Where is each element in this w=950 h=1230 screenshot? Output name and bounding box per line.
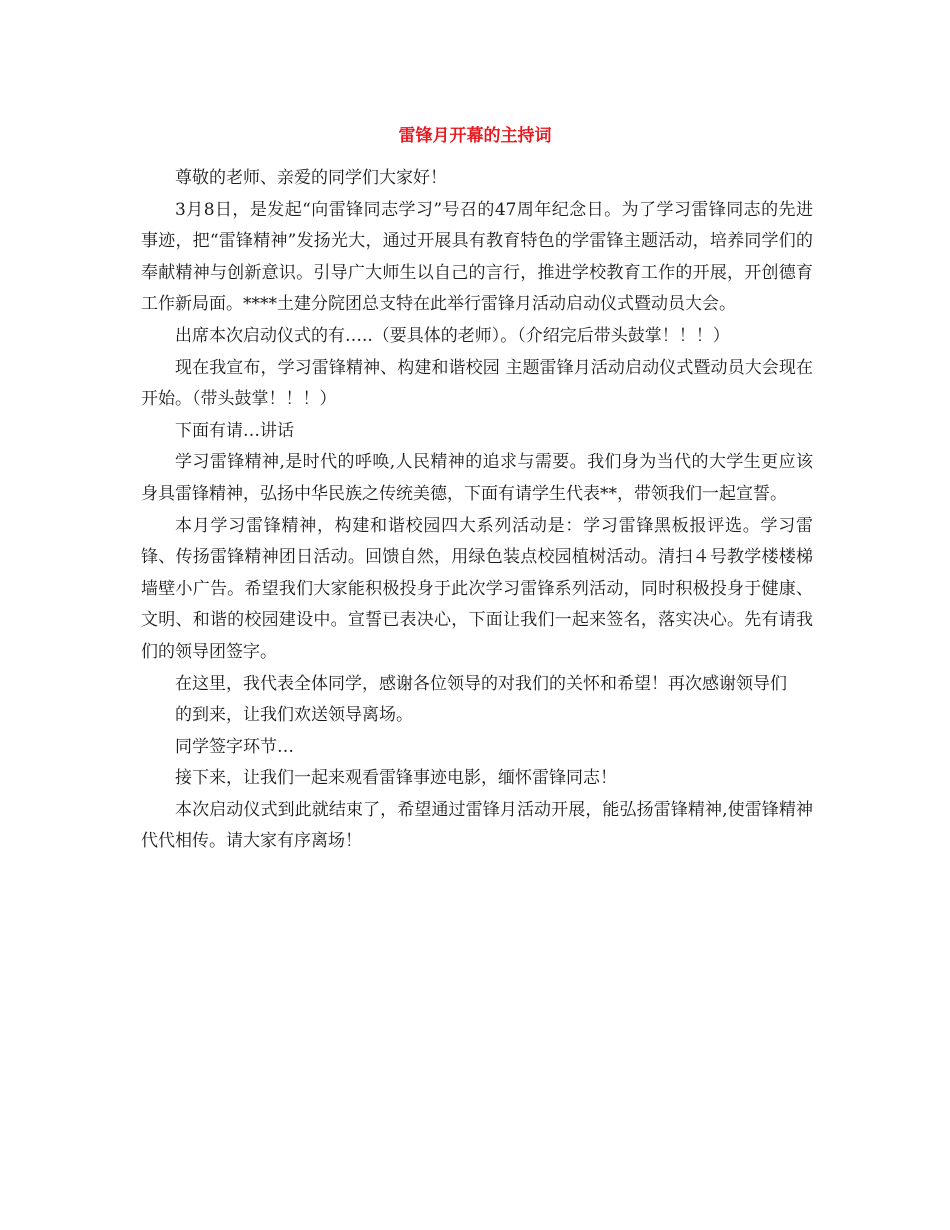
paragraph-closing: 本次启动仪式到此就结束了，希望通过雷锋月活动开展，能弘扬雷锋精神,使雷锋精神代代相传。请大家有序离场！ <box>141 799 813 852</box>
paragraph-activities: 本月学习雷锋精神，构建和谐校园四大系列活动是：学习雷锋黑板报评选。学习雷锋、传扬雷锋精神团日活动。回馈自然，用绿色装点校园植树活动。清扫４号教学楼楼梯墙壁小广告。希望我们大家能积极投身于此次学习雷锋系列活动，同时积极投身于健康、文明、和谐的校园建设中。宣誓已表决心，下面让我们一起来签名，落实决心。先有请我们的领导团签字。 <box>141 515 813 662</box>
document-body <box>141 163 813 858</box>
paragraph-attendees: 出席本次启动仪式的有…..（要具体的老师）。（介绍完后带头鼓掌！！！） <box>175 325 730 346</box>
paragraph-speech-invite: 下面有请…讲话 <box>175 420 294 441</box>
paragraph-movie: 接下来，让我们一起来观看雷锋事迹电影，缅怀雷锋同志！ <box>175 768 617 789</box>
paragraph-farewell: 的到来，让我们欢送领导离场。 <box>175 705 413 726</box>
paragraph-thanks: 在这里，我代表全体同学，感谢各位领导的对我们的关怀和希望！再次感谢领导们 <box>175 673 787 694</box>
paragraph-greeting: 尊敬的老师、亲爱的同学们大家好！ <box>175 168 447 188</box>
paragraph-signing: 同学签字环节… <box>175 736 294 757</box>
paragraph-opening-announcement: 现在我宣布，学习雷锋精神、构建和谐校园 主题雷锋月活动启动仪式暨动员大会现在开始。（带头鼓掌！！！） <box>141 357 813 410</box>
paragraph-oath: 学习雷锋精神,是时代的呼唤,人民精神的追求与需要。我们身为当代的大学生更应该身具雷锋精神，弘扬中华民族之传统美德，下面有请学生代表**，带领我们一起宣誓。 <box>141 452 813 504</box>
document-title: 雷锋月开幕的主持词 <box>398 126 552 146</box>
paragraph-introduction: 3月8日，是发起“向雷锋同志学习”号召的47周年纪念日。为了学习雷锋同志的先进事迹，把“雷锋精神”发扬光大，通过开展具有教育特色的学雷锋主题活动，培养同学们的奉献精神与创新意识。引导广大师生以自己的言行，推进学校教育工作的开展，开创德育工作新局面。****土建分院团总支特在此举行雷锋月活动启动仪式暨动员大会。 <box>141 199 813 315</box>
